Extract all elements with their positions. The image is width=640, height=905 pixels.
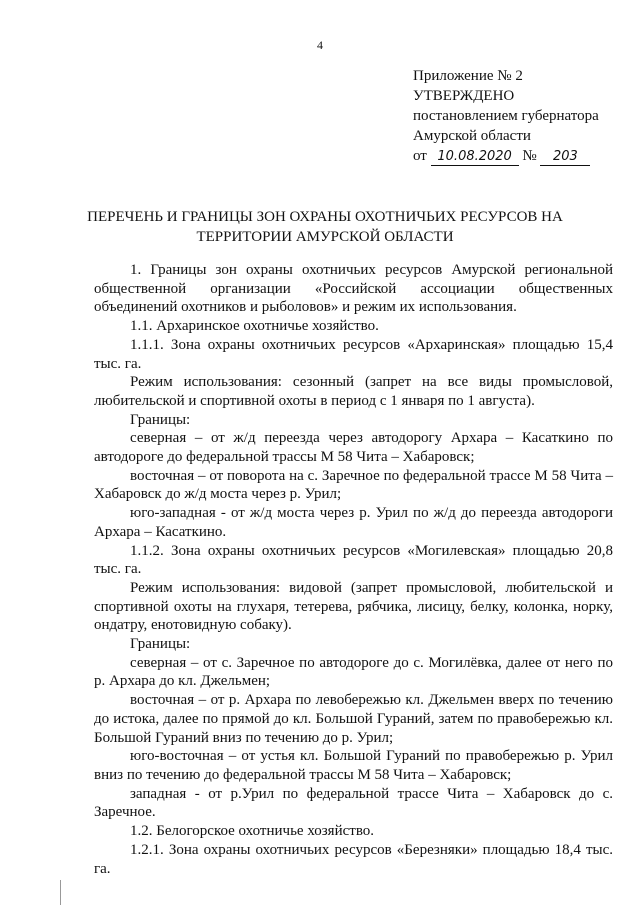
paragraph: северная – от ж/д переезда через автодорогу Архара – Касаткино по автодороге до федеральной трассы М 58 Чита – Хабаровск; [94,430,613,466]
approval-block [413,66,599,166]
paragraph: Границы: [130,636,191,653]
paragraph: Режим использования: видовой (запрет промысловой, любительской и спортивной охоты на глухаря, тетерева, рябчика, лисицу, белку, колонка, норку, ондатру, енотовидную собаку). [94,579,613,634]
scan-margin-mark [60,880,61,905]
from-label: от [413,148,427,164]
paragraph: юго-западная - от ж/д моста через р. Урил по ж/д до переезда автодороги Архара – Касаткино. [94,505,613,540]
paragraph: 1.1.1. Зона охраны охотничьих ресурсов «Архаринская» площадью 15,4 тыс. га. [94,336,613,372]
resolution-label: постановлением губернатора [413,108,599,124]
paragraph: восточная – от поворота на с. Заречное по федеральной трассе М 58 Чита – Хабаровск до ж/д моста через р. Урил; [94,467,613,503]
paragraph: 1.2.1. Зона охраны охотничьих ресурсов «Березняки» площадью 18,4 тыс. га. [94,841,613,877]
document-body [94,261,613,878]
appendix-label: Приложение № 2 [413,68,523,84]
paragraph: 1.1. Архаринское охотничье хозяйство. [130,318,379,335]
date-number-line [413,146,599,166]
paragraph: юго-восточная – от устья кл. Большой Гураний по правобережью р. Урил вниз по течению до федеральной трассы М 58 Чита – Хабаровск; [94,748,613,783]
paragraph: Режим использования: сезонный (запрет на все виды промысловой, любительской и спортивной охоты в период с 1 января по 1 августа). [94,374,613,409]
handwritten-number: 203 [540,149,590,166]
paragraph: 1.1.2. Зона охраны охотничьих ресурсов «Могилевская» площадью 20,8 тыс. га. [94,542,613,578]
approved-label: УТВЕРЖДЕНО [413,88,515,104]
region-label: Амурской области [413,128,531,144]
paragraph: западная - от р.Урил по федеральной трассе Чита – Хабаровск до с. Заречное. [94,785,613,821]
document-title: ПЕРЕЧЕНЬ И ГРАНИЦЫ ЗОН ОХРАНЫ ОХОТНИЧЬИХ РЕСУРСОВ НА ТЕРРИТОРИИ АМУРСКОЙ ОБЛАСТИ [87,209,563,245]
paragraph: восточная – от р. Архара по левобережью кл. Джельмен вверх по течению до истока, далее по прямой до кл. Большой Гураний, затем по правобережью кл. Большой Гураний вниз по течению до р. Урил; [94,692,613,746]
page-number: 4 [317,38,323,52]
number-label: № [522,148,537,164]
paragraph: 1. Границы зон охраны охотничьих ресурсов Амурской региональной общественной организации «Российской ассоциации общественных объединений охотников и рыболовов» и режим их использования. [94,262,613,316]
paragraph: 1.2. Белогорское охотничье хозяйство. [130,823,375,840]
paragraph: северная – от с. Заречное по автодороге до с. Могилёвка, далее от него по р. Архара до кл. Джельмен; [94,654,613,690]
handwritten-date: 10.08.2020 [431,149,519,166]
paragraph: Границы: [130,411,191,428]
